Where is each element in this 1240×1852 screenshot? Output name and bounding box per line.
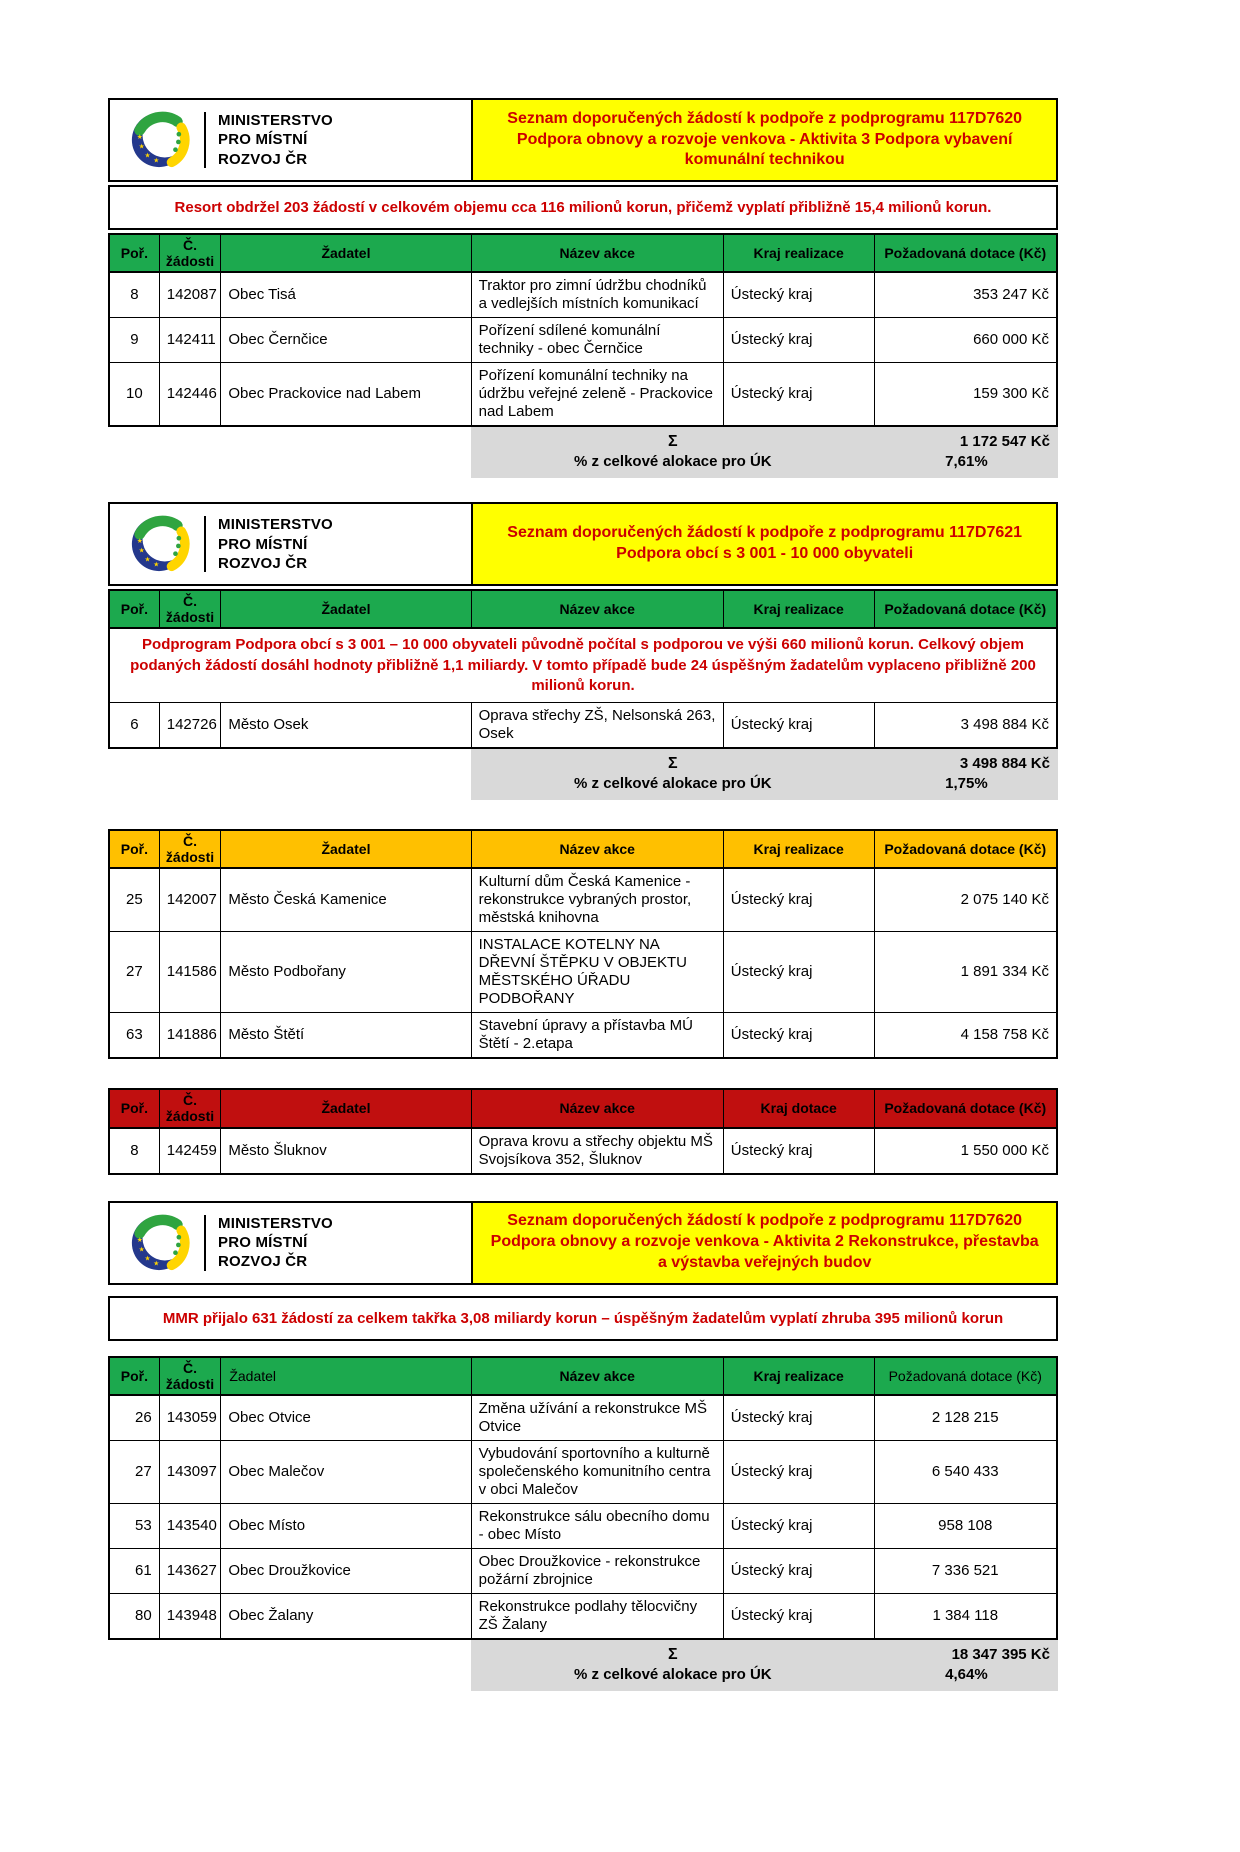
cell: Ústecký kraj (723, 1395, 874, 1441)
column-header: Č. žádosti (159, 590, 221, 628)
section1-banner: Resort obdržel 203 žádostí v celkovém objemu cca 116 milionů korun, přičemž vyplatí přibližně 15,4 milionů korun. (108, 185, 1058, 230)
ministry-name-line: PRO MÍSTNÍ (218, 131, 308, 149)
section2-header-block (108, 502, 1058, 586)
sigma-label: Σ (668, 1645, 678, 1663)
cell: 27 (109, 932, 159, 1013)
column-header: Požadovaná dotace (Kč) (874, 830, 1057, 868)
svg-text:★: ★ (153, 1259, 160, 1267)
mmr-logo-icon (128, 513, 190, 575)
cell: 7 336 521 (874, 1548, 1057, 1593)
cell: Ústecký kraj (723, 1593, 874, 1639)
ministry-name (218, 1214, 333, 1272)
cell: Oprava krovu a střechy objektu MŠ Svojsíkova 352, Šluknov (471, 1128, 723, 1174)
cell: Ústecký kraj (723, 932, 874, 1013)
table-row (109, 703, 1057, 749)
column-header: Žadatel (221, 590, 471, 628)
document-page (108, 98, 1058, 1691)
red-table (108, 1088, 1058, 1174)
cell: Kulturní dům Česká Kamenice - rekonstrukce vybraných prostor, městská knihovna (471, 868, 723, 932)
column-header: Název akce (471, 234, 723, 272)
logo-divider (204, 112, 206, 168)
sum-values (875, 432, 1058, 472)
sigma-label: Σ (668, 433, 678, 451)
cell: 141886 (159, 1013, 221, 1059)
ministry-name-line: ROZVOJ ČR (218, 150, 308, 168)
pct-value: 1,75% (945, 775, 988, 793)
header-row (109, 590, 1057, 628)
cell: 2 128 215 (874, 1395, 1057, 1441)
column-header: Kraj realizace (723, 234, 874, 272)
sum-spacer (108, 1640, 471, 1691)
sum-values (875, 754, 1058, 794)
cell: Obec Malečov (221, 1440, 471, 1503)
cell: 143540 (159, 1503, 221, 1548)
ministry-name (218, 111, 333, 169)
column-header: Poř. (109, 1089, 159, 1127)
section1-title: Seznam doporučených žádostí k podpoře z podprogramu 117D7620 Podpora obnovy a rozvoje venkova - Aktivita 3 Podpora vybavení komunální technikou (471, 100, 1056, 180)
cell: INSTALACE KOTELNY NA DŘEVNÍ ŠTĚPKU V OBJEKTU MĚSTSKÉHO ÚŘADU PODBOŘANY (471, 932, 723, 1013)
cell: 958 108 (874, 1503, 1057, 1548)
column-header: Kraj realizace (723, 590, 874, 628)
svg-text:★: ★ (144, 1254, 151, 1262)
header-row (109, 830, 1057, 868)
cell: Ústecký kraj (723, 272, 874, 318)
cell: 9 (109, 318, 159, 363)
cell: 4 158 758 Kč (874, 1013, 1057, 1059)
section3-banner: MMR přijalo 631 žádostí za celkem takřka 3,08 miliardy korun – úspěšným žadatelům vyplatí zhruba 395 milionů korun (108, 1296, 1058, 1341)
table-row (109, 1013, 1057, 1059)
section3-sum-row (108, 1640, 1058, 1691)
cell: 53 (109, 1503, 159, 1548)
header-row (109, 1089, 1057, 1127)
ministry-name-line: MINISTERSTVO (218, 516, 333, 534)
svg-text:★: ★ (153, 561, 160, 569)
column-header: Žadatel (221, 1357, 471, 1395)
table-row (109, 1128, 1057, 1174)
ministry-name-line: ROZVOJ ČR (218, 1253, 308, 1271)
column-header: Poř. (109, 1357, 159, 1395)
section2-table (108, 589, 1058, 749)
cell: 1 891 334 Kč (874, 932, 1057, 1013)
cell: Město Štětí (221, 1013, 471, 1059)
sum-amount: 1 172 547 Kč (959, 433, 1050, 451)
table-row (109, 1395, 1057, 1441)
cell: Ústecký kraj (723, 363, 874, 427)
column-header: Název akce (471, 1357, 723, 1395)
pct-value: 4,64% (945, 1665, 988, 1683)
section3-header-block (108, 1201, 1058, 1285)
cell: 141586 (159, 932, 221, 1013)
table-row (109, 1440, 1057, 1503)
sum-labels (471, 754, 875, 794)
cell: Ústecký kraj (723, 1503, 874, 1548)
cell: Město Osek (221, 703, 471, 749)
cell: 159 300 Kč (874, 363, 1057, 427)
section2-title: Seznam doporučených žádostí k podpoře z podprogramu 117D7621 Podpora obcí s 3 001 - 10 000 obyvateli (471, 504, 1056, 584)
cell: 27 (109, 1440, 159, 1503)
cell: Obec Žalany (221, 1593, 471, 1639)
cell: Stavební úpravy a přístavba MÚ Štětí - 2.etapa (471, 1013, 723, 1059)
table-row (109, 1548, 1057, 1593)
cell: 25 (109, 868, 159, 932)
ministry-name-line: ROZVOJ ČR (218, 554, 308, 572)
column-header: Poř. (109, 830, 159, 868)
section1-header-block (108, 98, 1058, 182)
mmr-logo-cell (110, 1203, 471, 1283)
svg-text:★: ★ (144, 152, 151, 160)
ministry-name-line: PRO MÍSTNÍ (218, 1233, 308, 1251)
cell: 143097 (159, 1440, 221, 1503)
cell: 1 550 000 Kč (874, 1128, 1057, 1174)
mmr-logo-cell (110, 100, 471, 180)
cell: 6 (109, 703, 159, 749)
cell: 143059 (159, 1395, 221, 1441)
sum-spacer (108, 427, 471, 478)
sum-amount: 18 347 395 Kč (951, 1645, 1050, 1663)
mmr-logo-icon (128, 1212, 190, 1274)
logo-divider (204, 1215, 206, 1271)
column-header: Poř. (109, 234, 159, 272)
cell: 6 540 433 (874, 1440, 1057, 1503)
column-header: Č. žádosti (159, 234, 221, 272)
column-header: Poř. (109, 590, 159, 628)
cell: Město Česká Kamenice (221, 868, 471, 932)
svg-text:★: ★ (136, 538, 143, 546)
cell: Pořízení komunální techniky na údržbu veřejné zeleně - Prackovice nad Labem (471, 363, 723, 427)
logo-divider (204, 516, 206, 572)
cell: 142087 (159, 272, 221, 318)
cell: Ústecký kraj (723, 1128, 874, 1174)
cell: 353 247 Kč (874, 272, 1057, 318)
cell: Obec Černčice (221, 318, 471, 363)
svg-text:★: ★ (136, 1236, 143, 1244)
cell: 142726 (159, 703, 221, 749)
cell: 2 075 140 Kč (874, 868, 1057, 932)
table-row (109, 868, 1057, 932)
sum-values (875, 1645, 1058, 1685)
cell: 63 (109, 1013, 159, 1059)
cell: 3 498 884 Kč (874, 703, 1057, 749)
cell: 142459 (159, 1128, 221, 1174)
column-header: Název akce (471, 1089, 723, 1127)
cell: 142411 (159, 318, 221, 363)
cell: Ústecký kraj (723, 318, 874, 363)
cell: 80 (109, 1593, 159, 1639)
cell: 142007 (159, 868, 221, 932)
cell: 8 (109, 272, 159, 318)
mmr-logo-cell (110, 504, 471, 584)
header-row (109, 1357, 1057, 1395)
cell: Obec Prackovice nad Labem (221, 363, 471, 427)
column-header: Kraj realizace (723, 830, 874, 868)
svg-text:★: ★ (136, 134, 143, 142)
header-row (109, 234, 1057, 272)
column-header: Požadovaná dotace (Kč) (874, 590, 1057, 628)
note-row (109, 628, 1057, 702)
sigma-label: Σ (668, 755, 678, 773)
cell: Rekonstrukce podlahy tělocvičny ZŠ Žalany (471, 1593, 723, 1639)
sum-spacer (108, 749, 471, 800)
column-header: Požadovaná dotace (Kč) (874, 1357, 1057, 1395)
orange-table (108, 829, 1058, 1059)
ministry-name-line: MINISTERSTVO (218, 112, 333, 130)
table-row (109, 1503, 1057, 1548)
sum-area (471, 427, 1058, 478)
pct-value: 7,61% (945, 453, 988, 471)
svg-text:★: ★ (153, 157, 160, 165)
cell: 26 (109, 1395, 159, 1441)
svg-text:★: ★ (144, 556, 151, 564)
column-header: Název akce (471, 830, 723, 868)
svg-text:★: ★ (138, 143, 145, 151)
sum-amount: 3 498 884 Kč (959, 755, 1050, 773)
cell: Obec Droužkovice (221, 1548, 471, 1593)
cell: Oprava střechy ZŠ, Nelsonská 263, Osek (471, 703, 723, 749)
cell: Změna užívání a rekonstrukce MŠ Otvice (471, 1395, 723, 1441)
table-row (109, 272, 1057, 318)
cell: Obec Místo (221, 1503, 471, 1548)
cell: Ústecký kraj (723, 1440, 874, 1503)
cell: 8 (109, 1128, 159, 1174)
svg-text:★: ★ (138, 1246, 145, 1254)
section1-sum-row (108, 427, 1058, 478)
cell: 660 000 Kč (874, 318, 1057, 363)
section1-table (108, 233, 1058, 427)
cell: Obec Droužkovice - rekonstrukce požární zbrojnice (471, 1548, 723, 1593)
cell: 10 (109, 363, 159, 427)
column-header: Č. žádosti (159, 1357, 221, 1395)
section2-note: Podprogram Podpora obcí s 3 001 – 10 000 obyvateli původně počítal s podporou ve výši 660 milionů korun. Celkový objem podaných žádostí dosáhl hodnoty přibližně 1,1 miliardy. V tomto případě bude 24 úspěšným žadatelům vyplaceno přibližně 200 milionů korun. (109, 628, 1057, 702)
column-header: Požadovaná dotace (Kč) (874, 234, 1057, 272)
ministry-name-line: PRO MÍSTNÍ (218, 535, 308, 553)
cell: 142446 (159, 363, 221, 427)
cell: Obec Otvice (221, 1395, 471, 1441)
cell: Traktor pro zimní údržbu chodníků a vedlejších místních komunikací (471, 272, 723, 318)
cell: Pořízení sdílené komunální techniky - obec Černčice (471, 318, 723, 363)
column-header: Název akce (471, 590, 723, 628)
pct-label: % z celkové alokace pro ÚK (574, 1665, 772, 1683)
ministry-name-line: MINISTERSTVO (218, 1214, 333, 1232)
sum-area (471, 1640, 1058, 1691)
column-header: Žadatel (221, 830, 471, 868)
pct-label: % z celkové alokace pro ÚK (574, 453, 772, 471)
cell: Město Podbořany (221, 932, 471, 1013)
table-row (109, 932, 1057, 1013)
column-header: Kraj realizace (723, 1357, 874, 1395)
column-header: Č. žádosti (159, 830, 221, 868)
column-header: Kraj dotace (723, 1089, 874, 1127)
cell: Ústecký kraj (723, 1548, 874, 1593)
cell: Vybudování sportovního a kulturně společenského komunitního centra v obci Malečov (471, 1440, 723, 1503)
table-row (109, 363, 1057, 427)
pct-label: % z celkové alokace pro ÚK (574, 775, 772, 793)
table-row (109, 1593, 1057, 1639)
column-header: Požadovaná dotace (Kč) (874, 1089, 1057, 1127)
svg-text:★: ★ (138, 547, 145, 555)
section3-table (108, 1356, 1058, 1640)
mmr-logo-icon (128, 109, 190, 171)
cell: Ústecký kraj (723, 868, 874, 932)
section3-title: Seznam doporučených žádostí k podpoře z podprogramu 117D7620 Podpora obnovy a rozvoje venkova - Aktivita 2 Rekonstrukce, přestavba a výstavba veřejných budov (471, 1203, 1056, 1283)
cell: 61 (109, 1548, 159, 1593)
cell: Rekonstrukce sálu obecního domu - obec Místo (471, 1503, 723, 1548)
table-row (109, 318, 1057, 363)
sum-labels (471, 1645, 875, 1685)
column-header: Žadatel (221, 234, 471, 272)
cell: Ústecký kraj (723, 703, 874, 749)
cell: 1 384 118 (874, 1593, 1057, 1639)
cell: Ústecký kraj (723, 1013, 874, 1059)
ministry-name (218, 515, 333, 573)
sum-labels (471, 432, 875, 472)
cell: Obec Tisá (221, 272, 471, 318)
sum-area (471, 749, 1058, 800)
cell: 143948 (159, 1593, 221, 1639)
column-header: Žadatel (221, 1089, 471, 1127)
column-header: Č. žádosti (159, 1089, 221, 1127)
section2-sum-row (108, 749, 1058, 800)
cell: Město Šluknov (221, 1128, 471, 1174)
cell: 143627 (159, 1548, 221, 1593)
